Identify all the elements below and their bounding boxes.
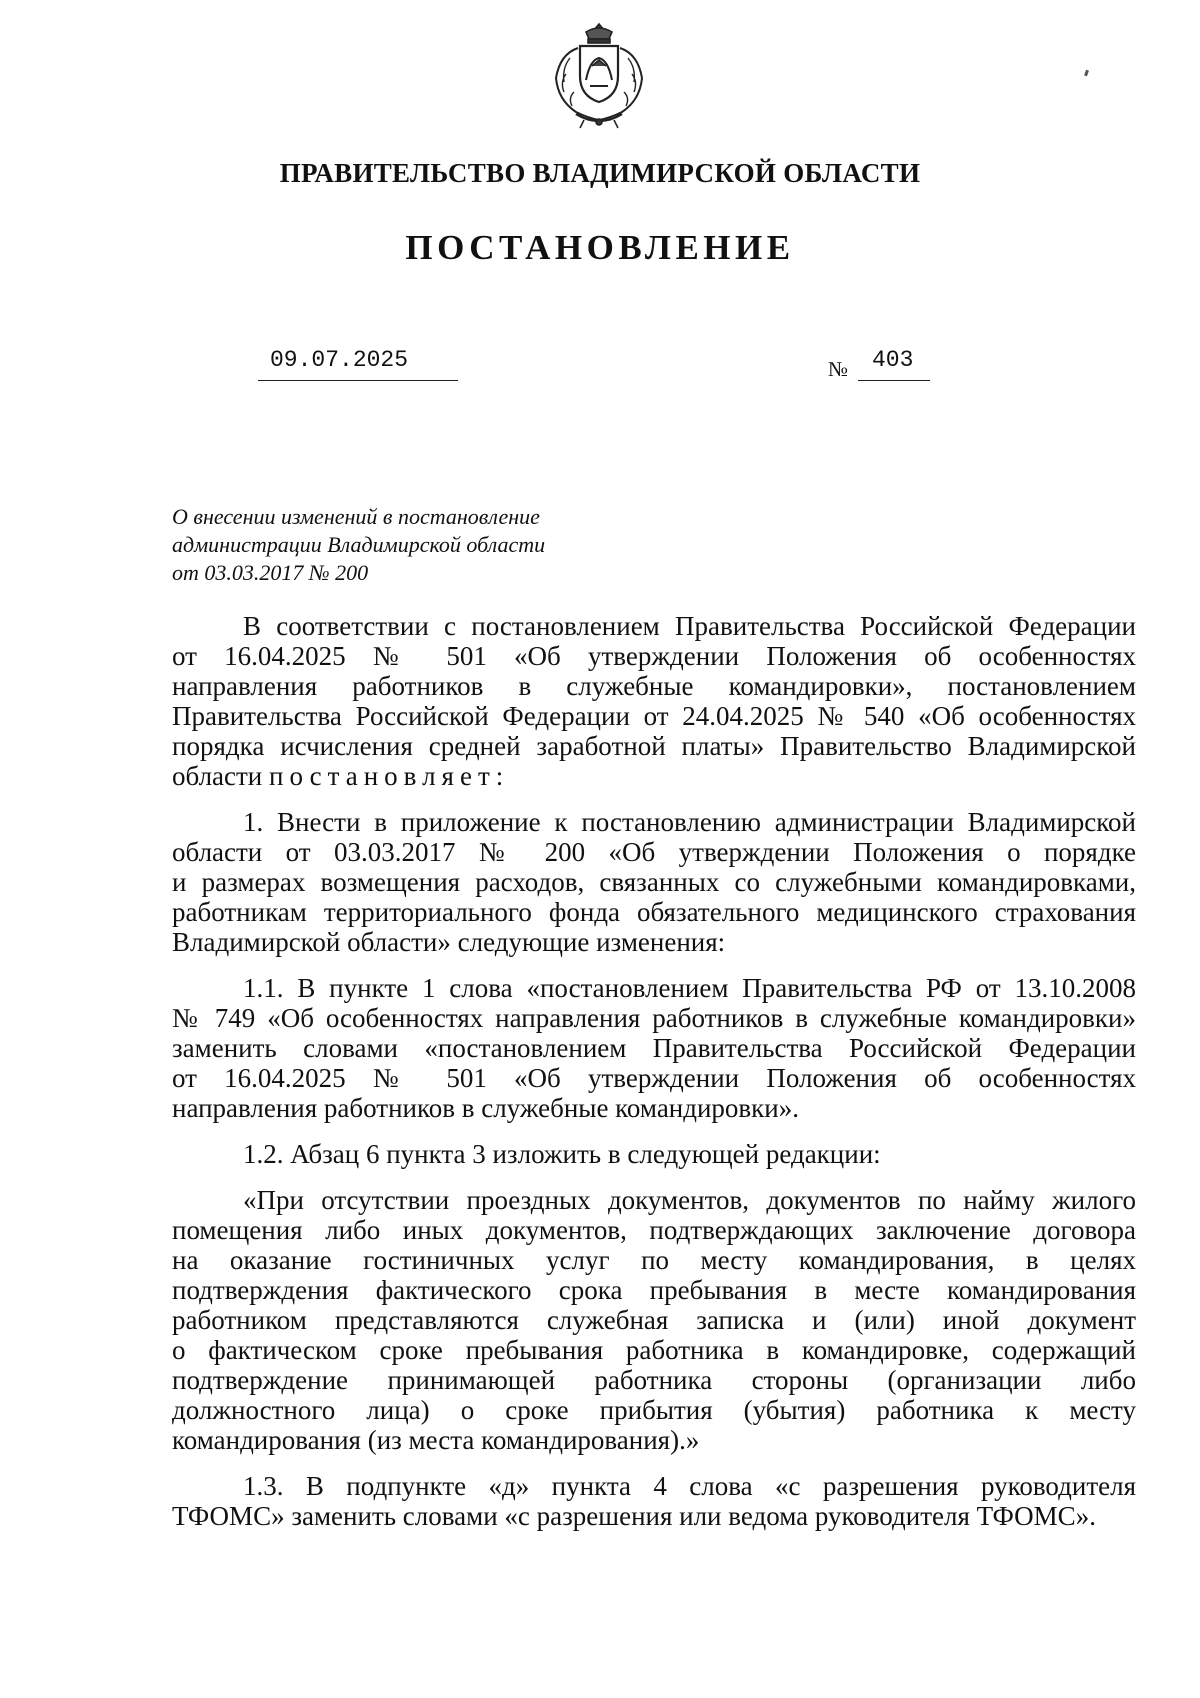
text-line: от 16.04.2025 № 501 «Об утверждении Положения об особенностях [172,641,1136,671]
text-line: работником представляются служебная записка и (или) иной документ [172,1305,1136,1335]
document-subject [172,503,632,587]
subject-line: от 03.03.2017 № 200 [172,560,369,585]
organization-title: ПРАВИТЕЛЬСТВО ВЛАДИМИРСКОЙ ОБЛАСТИ [279,158,921,188]
text-line: командирования (из места командирования).» [172,1425,700,1455]
resolves-word: постановляет [269,761,496,791]
text-line: о фактическом сроке пребывания работника в командировке, содержащий [172,1335,1136,1365]
preamble-paragraph [172,611,1136,791]
text-line: направления работников в служебные командировки». [172,1093,799,1123]
quoted-text-paragraph [172,1185,1136,1455]
text-line: 1.3. В подпункте «д» пункта 4 слова «с разрешения руководителя [243,1471,1136,1501]
text-line: направления работников в служебные командировки», постановлением [172,671,1136,701]
text-line: 1. Внести в приложение к постановлению администрации Владимирской [243,807,1136,837]
text-line: на оказание гостиничных услуг по месту командирования, в целях [172,1245,1136,1275]
text-line: и размерах возмещения расходов, связанных со служебными командировками, [172,867,1136,897]
document-type-title: ПОСТАНОВЛЕНИЕ [405,228,795,267]
item-1-paragraph [172,807,1136,957]
text-line: 1.2. Абзац 6 пункта 3 изложить в следующей редакции: [243,1139,881,1169]
text-line: Владимирской области» следующие изменения: [172,927,726,957]
text-line: работникам территориального фонда обязательного медицинского страхования [172,897,1136,927]
item-1-1-paragraph [172,973,1136,1123]
text-line: 1.1. В пункте 1 слова «постановлением Правительства РФ от 13.10.2008 [243,973,1136,1003]
text-fragment: области [172,761,270,791]
text-line [172,761,1136,791]
subject-line: администрации Владимирской области [172,532,546,557]
document-body [172,611,1136,1547]
text-line: Правительства Российской Федерации от 24.04.2025 № 540 «Об особенностях [172,701,1136,731]
date-underline [258,380,458,381]
number-underline [858,380,930,381]
text-line: подтверждения фактического срока пребывания в месте командирования [172,1275,1136,1305]
text-line: области от 03.03.2017 № 200 «Об утверждении Положения о порядке [172,837,1136,867]
document-date: 09.07.2025 [270,347,409,373]
scan-speck [1084,70,1089,77]
text-line: заменить словами «постановлением Правительства Российской Федерации [172,1033,1136,1063]
text-line: должностного лица) о сроке прибытия (убытия) работника к месту [172,1395,1136,1425]
text-line: В соответствии с постановлением Правительства Российской Федерации [243,611,1136,641]
text-line: помещения либо иных документов, подтверждающих заключение договора [172,1215,1136,1245]
text-line: порядка исчисления средней заработной платы» Правительство Владимирской [172,731,1136,761]
subject-line: О внесении изменений в постановление [172,504,540,529]
document-number: 403 [872,347,914,373]
text-line: № 749 «Об особенностях направления работников в служебные командировки» [172,1003,1136,1033]
text-line: ТФОМС» заменить словами «с разрешения или ведома руководителя ТФОМС». [172,1501,1096,1531]
text-line: «При отсутствии проездных документов, документов по найму жилого [243,1185,1136,1215]
number-sign: № [828,357,849,381]
text-line: подтверждение принимающей работника стороны (организации либо [172,1365,1136,1395]
coat-of-arms-emblem [540,22,658,130]
text-fragment: : [495,761,504,791]
item-1-2-paragraph [172,1139,1136,1169]
item-1-3-paragraph [172,1471,1136,1531]
text-line: от 16.04.2025 № 501 «Об утверждении Положения об особенностях [172,1063,1136,1093]
